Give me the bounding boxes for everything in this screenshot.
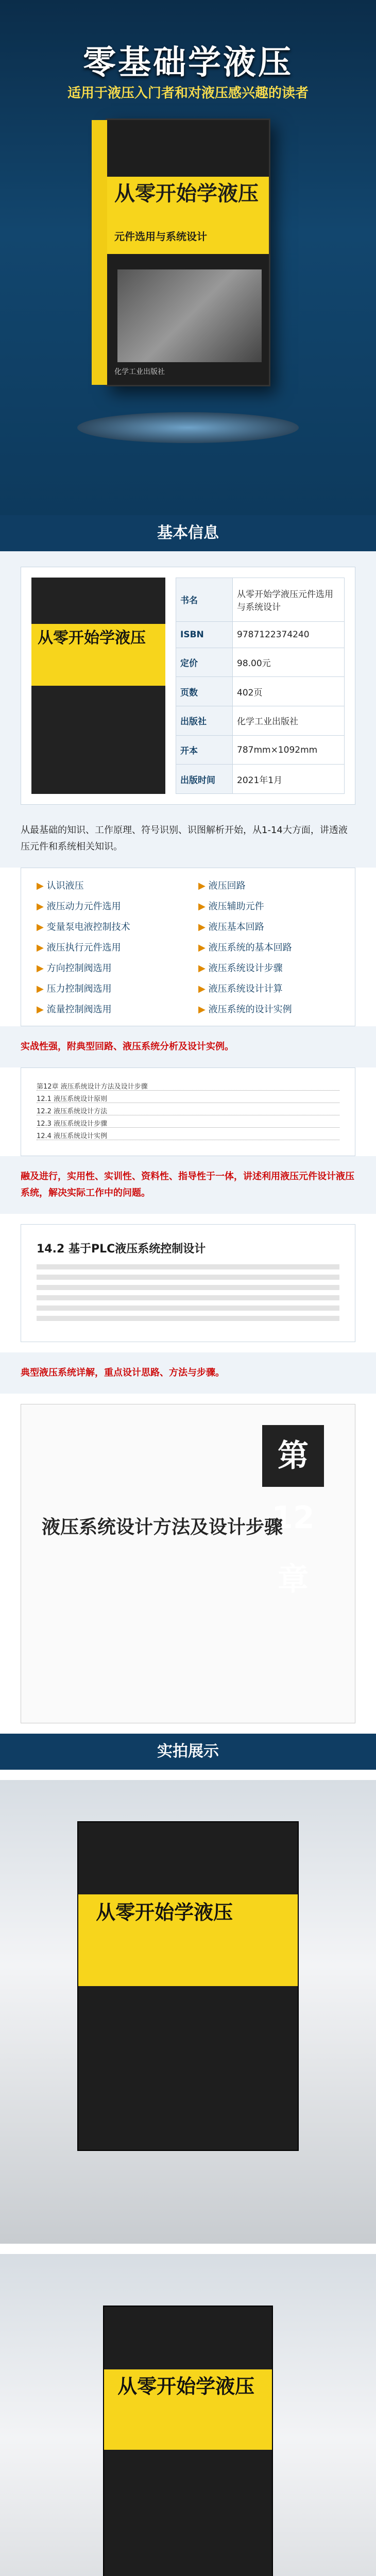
info-wrapper (0, 551, 376, 810)
book-photo-title: 从零开始学液压 (96, 1901, 233, 1924)
toc-line: 12.1 液压系统设计原则 (37, 1096, 339, 1103)
list-item: ▶ 液压系统设计计算 (198, 981, 339, 995)
book-photo-title: 从零开始学液压 (117, 2375, 255, 2398)
table-row: 页数 402页 (176, 677, 345, 706)
table-row: 开本 787mm×1092mm (176, 735, 345, 765)
chapter-page (21, 1404, 355, 1723)
list-item: ▶ 变量泵电液控制技术 (37, 920, 178, 933)
list-item: ▶ 压力控制阀选用 (37, 981, 178, 995)
table-row: ISBN 9787122374240 (176, 621, 345, 648)
toc-line: 12.4 液压系统设计实例 (37, 1133, 339, 1140)
book-subtitle: 元件选用与系统设计 (114, 230, 207, 243)
note-2: 融及进行，实用性、实训性、资料性、指导性于一体，讲述利用液压元件设计液压系统，解决实际工作中的问题。 (0, 1156, 376, 1214)
chapter-number: 第12章 (262, 1425, 324, 1487)
description: 从最基础的知识、工作原理、符号识别、识图解析开始，从1-14大方面，讲透液压元件和系统相关知识。 (0, 810, 376, 868)
chapter-title: 液压系统设计方法及设计步骤 (42, 1517, 283, 1538)
list-item: ▶ 液压回路 (198, 878, 339, 892)
info-box (21, 567, 355, 805)
hero-banner (0, 0, 376, 515)
list-item: ▶ 方向控制阀选用 (37, 961, 178, 974)
book-cover-image (106, 118, 270, 386)
showcase-photo-2 (0, 2254, 376, 2576)
hero-subtitle: 适用于液压入门者和对液压感兴趣的读者 (67, 86, 309, 101)
showcase-photo-1 (0, 1780, 376, 2244)
table-row: 书名 从零开始学液压元件选用与系统设计 (176, 578, 345, 622)
note-3: 典型液压系统详解，重点设计思路、方法与步骤。 (0, 1352, 376, 1394)
list-item: ▶ 液压系统设计步骤 (198, 961, 339, 974)
hero-title: 零基础学液压 (83, 44, 293, 82)
book-publisher: 化学工业出版社 (114, 368, 165, 376)
info-cover-image (31, 578, 165, 794)
toc-title: 第12章 液压系统设计方法及设计步骤 (37, 1083, 339, 1091)
book-photo (103, 2306, 273, 2576)
sample-page-heading: 14.2 基于PLC液压系统控制设计 (37, 1243, 206, 1256)
list-item: ▶ 认识液压 (37, 878, 178, 892)
book-spine (92, 120, 107, 385)
list-item: ▶ 液压系统的基本回路 (198, 940, 339, 954)
list-item: ▶ 流量控制阀选用 (37, 1002, 178, 1015)
toc-line: 12.2 液压系统设计方法 (37, 1108, 339, 1115)
table-row: 出版社 化学工业出版社 (176, 706, 345, 736)
info-table (176, 578, 345, 794)
list-item: ▶ 液压系统的设计实例 (198, 1002, 339, 1015)
feature-list (21, 868, 355, 1026)
section-basic-info: 基本信息 (0, 515, 376, 551)
list-item: ▶ 液压基本回路 (198, 920, 339, 933)
list-item: ▶ 液压动力元件选用 (37, 899, 178, 912)
sample-page (21, 1224, 355, 1342)
book-title: 从零开始学液压 (114, 182, 259, 206)
list-item: ▶ 液压执行元件选用 (37, 940, 178, 954)
pedestal (77, 412, 299, 443)
section-showcase: 实拍展示 (0, 1734, 376, 1770)
toc-page (21, 1067, 355, 1156)
table-row: 出版时间 2021年1月 (176, 765, 345, 794)
table-row: 定价 98.00元 (176, 648, 345, 677)
info-cover-title: 从零开始学液压 (38, 629, 146, 647)
list-item: ▶ 液压辅助元件 (198, 899, 339, 912)
book-photo (77, 1821, 299, 2151)
toc-line: 12.3 液压系统设计步骤 (37, 1121, 339, 1128)
note-1: 实战性强，附典型回路、液压系统分析及设计实例。 (0, 1026, 376, 1067)
book-cover-illustration (117, 269, 262, 362)
